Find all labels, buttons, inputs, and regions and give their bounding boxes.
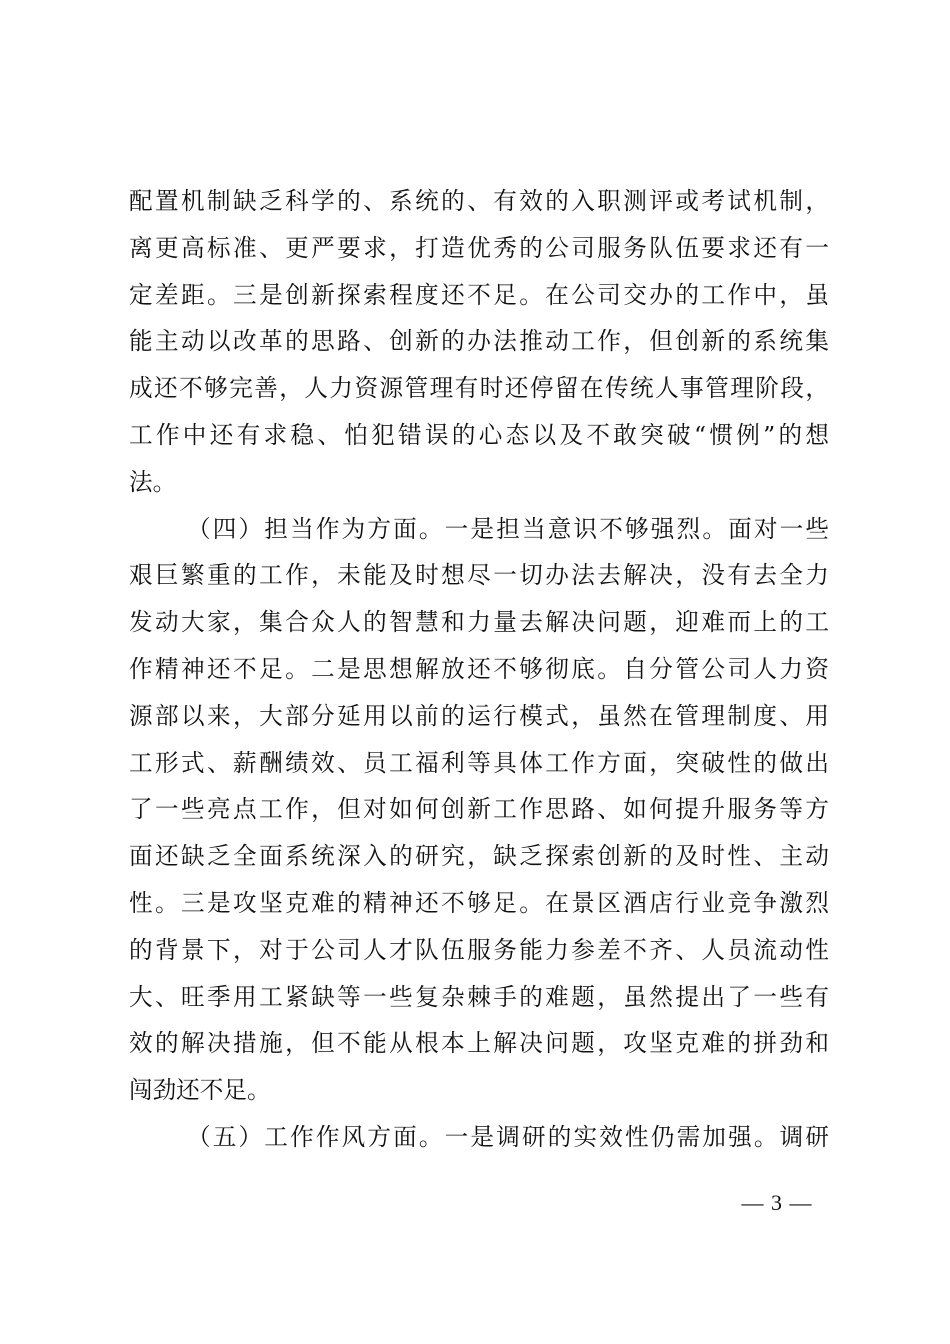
- text-line: 工形式、薪酬绩效、员工福利等具体工作方面，突破性的做出: [129, 748, 829, 777]
- text-line: 源部以来，大部分延用以前的运行模式，虽然在管理制度、用: [129, 701, 829, 730]
- text-line: 作精神还不足。二是思想解放还不够彻底。自分管公司人力资: [129, 654, 829, 683]
- text-line: 成还不够完善，人力资源管理有时还停留在传统人事管理阶段，: [129, 374, 829, 403]
- text-line: 面还缺乏全面系统深入的研究，缺乏探索创新的及时性、主动: [129, 842, 829, 871]
- text-line: 大、旺季用工紧缺等一些复杂棘手的难题，虽然提出了一些有: [129, 982, 829, 1011]
- section-heading-line: （四）担当作为方面。一是担当意识不够强烈。面对一些: [187, 514, 829, 543]
- text-line: 闯劲还不足。: [129, 1076, 271, 1105]
- text-line: 定差距。三是创新探索程度还不足。在公司交办的工作中，虽: [129, 280, 829, 309]
- text-line: 能主动以改革的思路、创新的办法推动工作，但创新的系统集: [129, 327, 829, 356]
- text-line: 法。: [129, 467, 177, 496]
- text-line: 配置机制缺乏科学的、系统的、有效的入职测评或考试机制，: [129, 187, 829, 215]
- text-line: 艰巨繁重的工作，未能及时想尽一切办法去解决，没有去全力: [129, 561, 829, 590]
- text-line: 发动大家，集合众人的智慧和力量去解决问题，迎难而上的工: [129, 608, 829, 637]
- text-line: 效的解决措施，但不能从根本上解决问题，攻坚克难的拼劲和: [129, 1029, 829, 1058]
- text-line: 的背景下，对于公司人才队伍服务能力参差不齐、人员流动性: [129, 935, 829, 964]
- text-line: 工作中还有求稳、怕犯错误的心态以及不敢突破“惯例”的想: [129, 420, 829, 449]
- text-line: 离更高标准、更严要求，打造优秀的公司服务队伍要求还有一: [129, 233, 829, 262]
- section-heading-line: （五）工作作风方面。一是调研的实效性仍需加强。调研: [187, 1122, 829, 1151]
- body-text: [129, 178, 829, 1161]
- text-line: 了一些亮点工作，但对如何创新工作思路、如何提升服务等方: [129, 795, 829, 824]
- text-line: 性。三是攻坚克难的精神还不够足。在景区酒店行业竞争激烈: [129, 888, 829, 917]
- page-number: — 3 —: [741, 1190, 813, 1215]
